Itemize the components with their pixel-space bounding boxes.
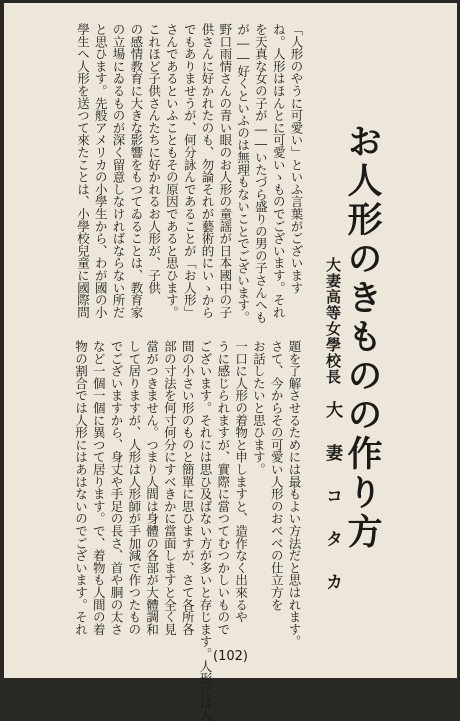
text-line: と思ひます。先般アメリカの小學生から、わが國の小 <box>93 23 109 319</box>
body-text-upper <box>74 23 305 323</box>
article-title: お人形のきものの作り方 <box>342 123 383 552</box>
text-line: 題を了解させるためには最もよい方法だと思はれます。 <box>287 340 302 648</box>
text-line: さて、今からその可愛い人形のおべべの仕立方を <box>269 340 285 611</box>
text-line: の感情教育に大きな影響をもつてゐることは、教育家 <box>128 23 144 319</box>
text-line: ございます。それには思ひ及ばない方が多いと存じます。人形には人 <box>198 340 214 721</box>
page-number: (102) <box>213 649 248 664</box>
author-name: 大妻コタカ <box>322 401 342 616</box>
text-line: が――好くといふのは無理もないことでございます。 <box>235 23 251 324</box>
text-line: でございますから、身丈や手足の長さ、首や胴の太さ <box>109 340 125 636</box>
text-line: など一個一個に異つて居ります。で、着物も人間の着 <box>91 340 107 636</box>
text-line: 野口雨情さんの青い眼のお人形の童謡が日本國中の子 <box>217 23 233 319</box>
text-line: 間の小さい形のものと簡單に思ひますが、さて各所各 <box>180 340 196 636</box>
text-line: して居りますが、人形は人形師が手加減で作つたもの <box>126 340 142 636</box>
text-line: の立場にゐるものが深く留意しなければならない所だ <box>111 23 127 319</box>
text-line: 物の割合では人形にはあはないのでございます。それ <box>73 340 89 636</box>
text-line: 一口に人形の着物と申しますと、造作なく出來るや <box>233 340 249 623</box>
text-line: 部の寸法を何寸何分にすべきかに當面しますと全く見 <box>162 340 178 636</box>
text-line: ね。人形はほんとに可愛いゝものでございます。それ <box>271 23 287 319</box>
text-line: 學生へ人形を送つて來たことは、小學校兒童に國際問 <box>75 23 91 319</box>
text-line: これほど子供さんたちに好かれるお人形が、子供 <box>146 23 162 294</box>
text-line: さんであるといふこともその原因であると思ひます。 <box>164 23 180 319</box>
magazine-page <box>4 3 457 721</box>
author-affiliation: 大妻高等女學校長 <box>324 257 342 385</box>
text-line: 「人形のやうに可愛い」といふ言葉がございます <box>289 23 304 294</box>
text-line: を天真な女の子が――いたづら盛りの男の子さんへも <box>253 23 269 324</box>
text-line: お話したいと思ひます。 <box>251 340 267 476</box>
text-line: でもありませうが、何分詠んであることが「お人形」 <box>182 23 198 319</box>
text-line: 供さんに好かれたのも、勿論それが藝術的にいゝから <box>200 23 216 319</box>
text-line: 當がつきません。つまり人間は身體の各部が大體調和 <box>144 340 160 636</box>
text-line: うに感じられますが、實際に當つてむつかしいもので <box>215 340 231 636</box>
